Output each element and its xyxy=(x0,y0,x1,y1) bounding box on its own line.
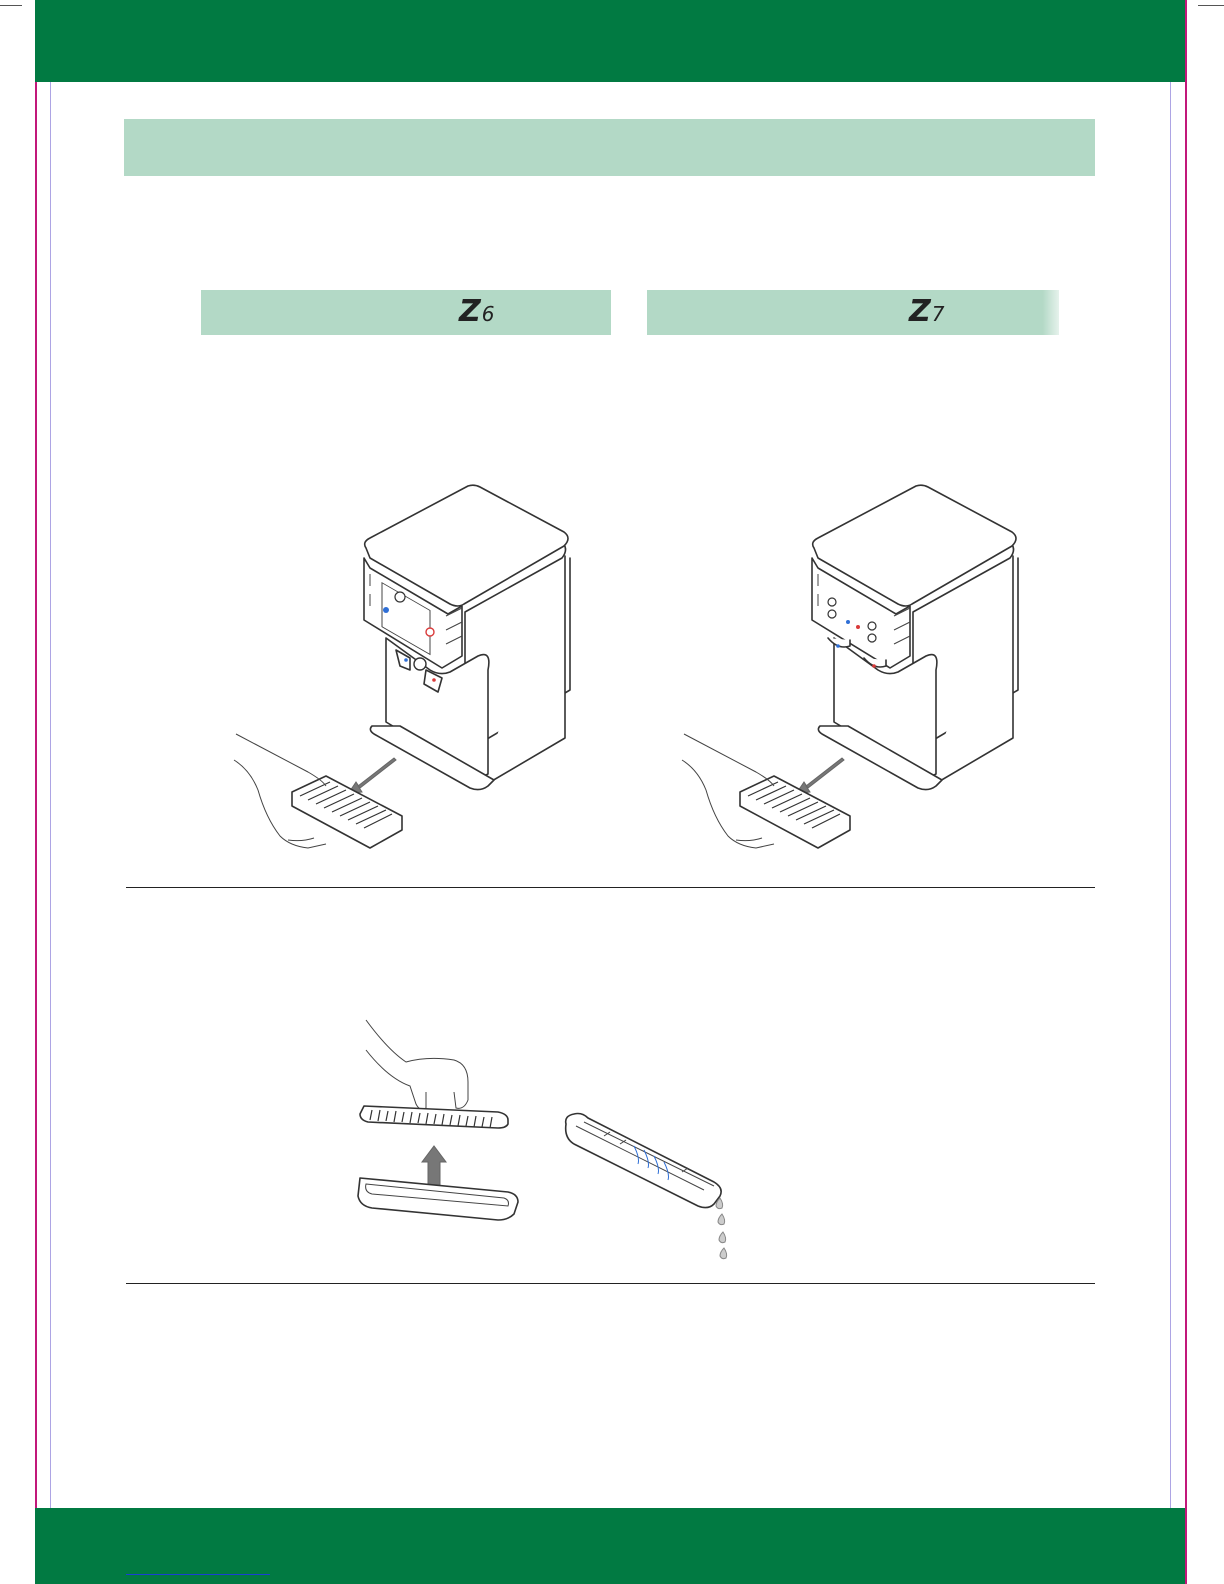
section-title-bar xyxy=(124,119,1095,176)
header-band xyxy=(35,0,1185,82)
model-bar-z6 xyxy=(201,290,611,335)
section-divider-top xyxy=(126,887,1095,888)
registration-mark-right xyxy=(1198,5,1224,6)
model-bar-z7 xyxy=(647,290,1059,335)
z6-dispenser-illustration xyxy=(230,490,590,860)
z7-dispenser-illustration xyxy=(678,490,1038,860)
model-label-z6: Z 6 xyxy=(459,294,495,329)
trim-line-left xyxy=(50,0,51,1584)
section-divider-bottom xyxy=(126,1283,1095,1284)
trim-line-right xyxy=(1170,0,1171,1584)
footer-band xyxy=(35,1508,1185,1584)
registration-mark-left xyxy=(0,5,22,6)
footer-link-underline[interactable] xyxy=(126,1574,270,1575)
crop-line-right xyxy=(1185,0,1187,1584)
crop-line-left xyxy=(35,0,37,1584)
model-label-z7: Z 7 xyxy=(909,294,945,329)
empty-tray-illustration xyxy=(564,1112,744,1262)
separate-grille-illustration xyxy=(358,1020,528,1220)
